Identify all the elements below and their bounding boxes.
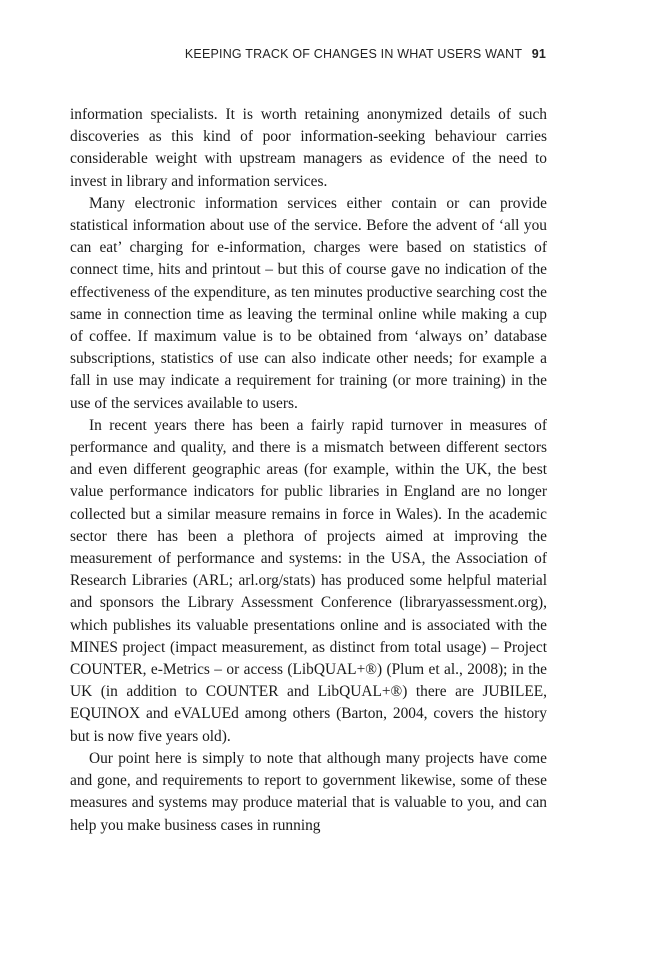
running-head (70, 47, 546, 61)
body-text (70, 104, 547, 837)
paragraph-electronic-services: Many electronic information services either contain or can provide statistical information about use of the service. Before the advent of ‘all you can eat’ charging for e-information, charges were based on statistics of connect time, hits and printout – but this of course gave no indication of the effectiveness of the expenditure, as ten minutes productive searching cost the same in connection time as leaving the terminal online while making a cup of coffee. If maximum value is to be obtained from ‘always on’ database subscriptions, statistics of use can also indicate other needs; for example a fall in use may indicate a requirement for training (or more training) in the use of the services available to users. (70, 194, 547, 412)
running-title: KEEPING TRACK OF CHANGES IN WHAT USERS WANT (184, 47, 522, 61)
page-number: 91 (531, 47, 546, 61)
paragraph-continued: information specialists. It is worth retaining anonymized details of such discoveries as this kind of poor information-seeking behaviour carries considerable weight with upstream managers as evidence of the need to invest in library and information services. (70, 106, 547, 190)
paragraph-performance-measures: In recent years there has been a fairly rapid turnover in measures of performance and quality, and there is a mismatch between different sectors and even different geographic areas (for example, within the UK, the best value performance indicators for public libraries in England are no longer collected but a similar measure remains in force in Wales). In the academic sector there has been a plethora of projects aimed at improving the measurement of performance and systems: in the USA, the Association of Research Libraries (ARL; arl.org/stats) has produced some helpful material and sponsors the Library Assessment Conference (libraryassessment.org), which publishes its valuable presentations online and is associated with the MINES project (impact measurement, as distinct from total usage) – Project COUNTER, e-Metrics – or access (LibQUAL+®) (Plum et al., 2008); in the UK (in addition to COUNTER and LibQUAL+®) there are JUBILEE, EQUINOX and eVALUEd among others (Barton, 2004, covers the history but is now five years old). (70, 416, 547, 745)
paragraph-our-point: Our point here is simply to note that although many projects have come and gone, and requirements to report to government likewise, some of these measures and systems may produce material that is valuable to you, and can help you make business cases in running (70, 749, 547, 834)
